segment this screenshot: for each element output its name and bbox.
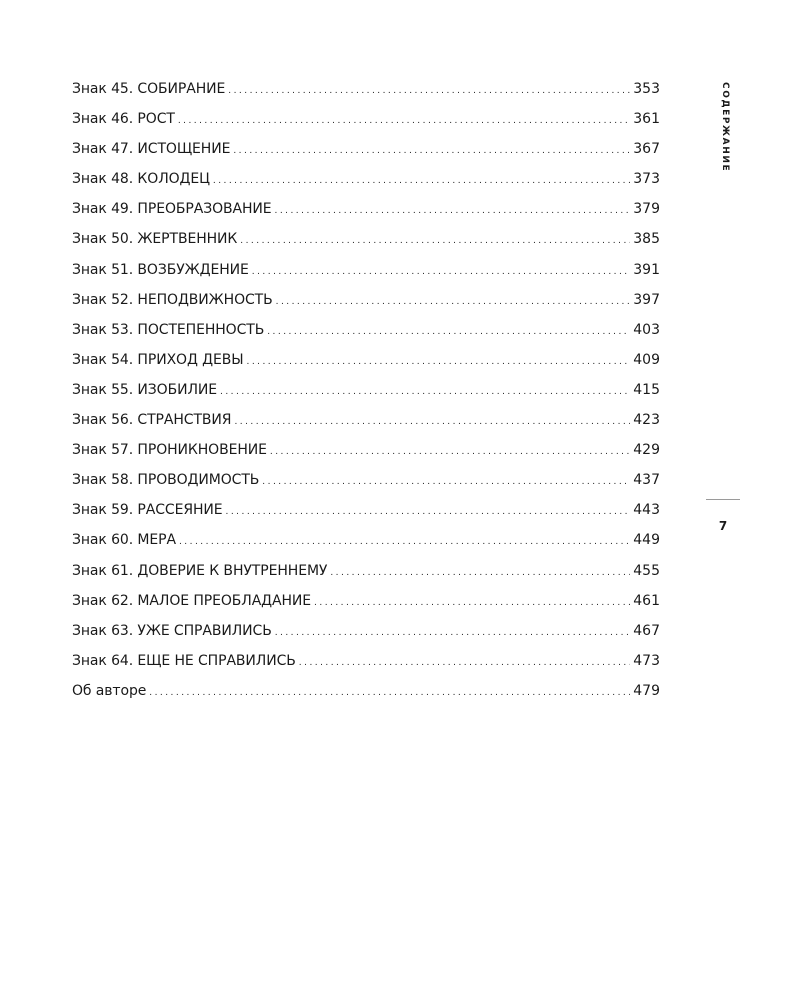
toc-entry-page: 473: [633, 652, 660, 669]
toc-entry-page: 353: [633, 81, 660, 97]
toc-entry-title: Знак 52. НЕПОДВИЖНОСТЬ: [72, 291, 273, 308]
toc-entry-page: 409: [633, 351, 660, 368]
toc-entry: [72, 319, 660, 349]
toc-entry: [72, 590, 660, 620]
dot-leader: [149, 680, 630, 704]
toc-entry-title: Знак 57. ПРОНИКНОВЕНИЕ: [72, 442, 267, 459]
toc-entry-page: 443: [633, 502, 660, 519]
toc-entry-title: Знак 49. ПРЕОБРАЗОВАНИЕ: [72, 201, 272, 218]
toc-entry: [72, 680, 660, 710]
toc-entry: [72, 529, 660, 559]
toc-entry: [72, 620, 660, 650]
dot-leader: [275, 198, 631, 222]
toc-entry: [72, 650, 660, 680]
toc-entry-page: 391: [633, 261, 660, 278]
dot-leader: [314, 590, 630, 614]
dot-leader: [299, 650, 630, 674]
toc-entry-title: Знак 48. КОЛОДЕЦ: [72, 171, 210, 188]
dot-leader: [247, 349, 631, 373]
toc-entry-page: 361: [633, 111, 660, 128]
toc-entry-title: Знак 56. СТРАНСТВИЯ: [72, 412, 232, 429]
toc-entry-page: 467: [633, 622, 660, 639]
toc-entry: [72, 409, 660, 439]
dot-leader: [330, 560, 630, 584]
dot-leader: [252, 259, 630, 283]
dot-leader: [226, 499, 631, 523]
toc-entry-page: 423: [633, 412, 660, 429]
toc-entry: [72, 78, 660, 108]
toc-entry-page: 385: [633, 231, 660, 248]
toc-entry: [72, 439, 660, 469]
toc-entry-title: Знак 51. ВОЗБУЖДЕНИЕ: [72, 261, 249, 278]
dot-leader: [262, 469, 630, 493]
dot-leader: [233, 138, 630, 162]
toc-entry: [72, 168, 660, 198]
toc-entry: [72, 469, 660, 499]
toc-entry-title: Знак 62. МАЛОЕ ПРЕОБЛАДАНИЕ: [72, 592, 312, 609]
dot-leader: [178, 108, 630, 132]
toc-entry-page: 403: [633, 321, 660, 338]
toc-entry-page: 415: [633, 381, 660, 398]
dot-leader: [240, 228, 630, 252]
toc-entry-title: Знак 61. ДОВЕРИЕ К ВНУТРЕННЕМУ: [72, 562, 328, 579]
dot-leader: [213, 168, 630, 192]
toc-entry: [72, 259, 660, 289]
toc-entry: [72, 198, 660, 228]
toc-entry: [72, 108, 660, 138]
toc-entry-title: Знак 50. ЖЕРТВЕННИК: [72, 231, 238, 248]
toc-entry-title: Знак 60. МЕРА: [72, 532, 176, 549]
dot-leader: [220, 379, 630, 403]
dot-leader: [276, 289, 631, 313]
toc-entry-page: 367: [633, 141, 660, 158]
dot-leader: [228, 78, 630, 102]
toc-entry-title: Знак 53. ПОСТЕПЕННОСТЬ: [72, 321, 265, 338]
toc-entry-page: 461: [633, 592, 660, 609]
toc-entry-title: Знак 58. ПРОВОДИМОСТЬ: [72, 472, 260, 489]
toc-entry-title: Знак 45. СОБИРАНИЕ: [72, 81, 226, 97]
page-number: 7: [718, 519, 728, 533]
toc-entry-title: Об авторе: [72, 682, 147, 699]
toc-entry: [72, 379, 660, 409]
toc-entry-page: 455: [633, 562, 660, 579]
toc-entry: [72, 560, 660, 590]
toc-entry: [72, 138, 660, 168]
dot-leader: [267, 319, 630, 343]
dot-leader: [179, 529, 630, 553]
toc-entry: [72, 349, 660, 379]
toc-entry-title: Знак 63. УЖЕ СПРАВИЛИСЬ: [72, 622, 272, 639]
toc-entry-page: 397: [633, 291, 660, 308]
toc-entry-page: 373: [633, 171, 660, 188]
table-of-contents: [72, 78, 660, 710]
dot-leader: [234, 409, 630, 433]
toc-entry-page: 437: [633, 472, 660, 489]
toc-entry-title: Знак 59. РАССЕЯНИЕ: [72, 502, 223, 519]
toc-entry-title: Знак 47. ИСТОЩЕНИЕ: [72, 141, 231, 158]
toc-entry-title: Знак 55. ИЗОБИЛИЕ: [72, 381, 218, 398]
toc-entry-title: Знак 64. ЕЩЕ НЕ СПРАВИЛИСЬ: [72, 652, 296, 669]
toc-entry-page: 449: [633, 532, 660, 549]
toc-entry: [72, 289, 660, 319]
toc-entry-page: 479: [633, 682, 660, 699]
folio-rule: [706, 499, 740, 500]
toc-entry-page: 429: [633, 442, 660, 459]
toc-entry: [72, 228, 660, 258]
toc-entry: [72, 499, 660, 529]
running-section-title: СОДЕРЖАНИЕ: [720, 82, 730, 173]
toc-entry-page: 379: [633, 201, 660, 218]
dot-leader: [270, 439, 630, 463]
toc-entry-title: Знак 54. ПРИХОД ДЕВЫ: [72, 351, 244, 368]
toc-entry-title: Знак 46. РОСТ: [72, 111, 175, 128]
dot-leader: [275, 620, 631, 644]
